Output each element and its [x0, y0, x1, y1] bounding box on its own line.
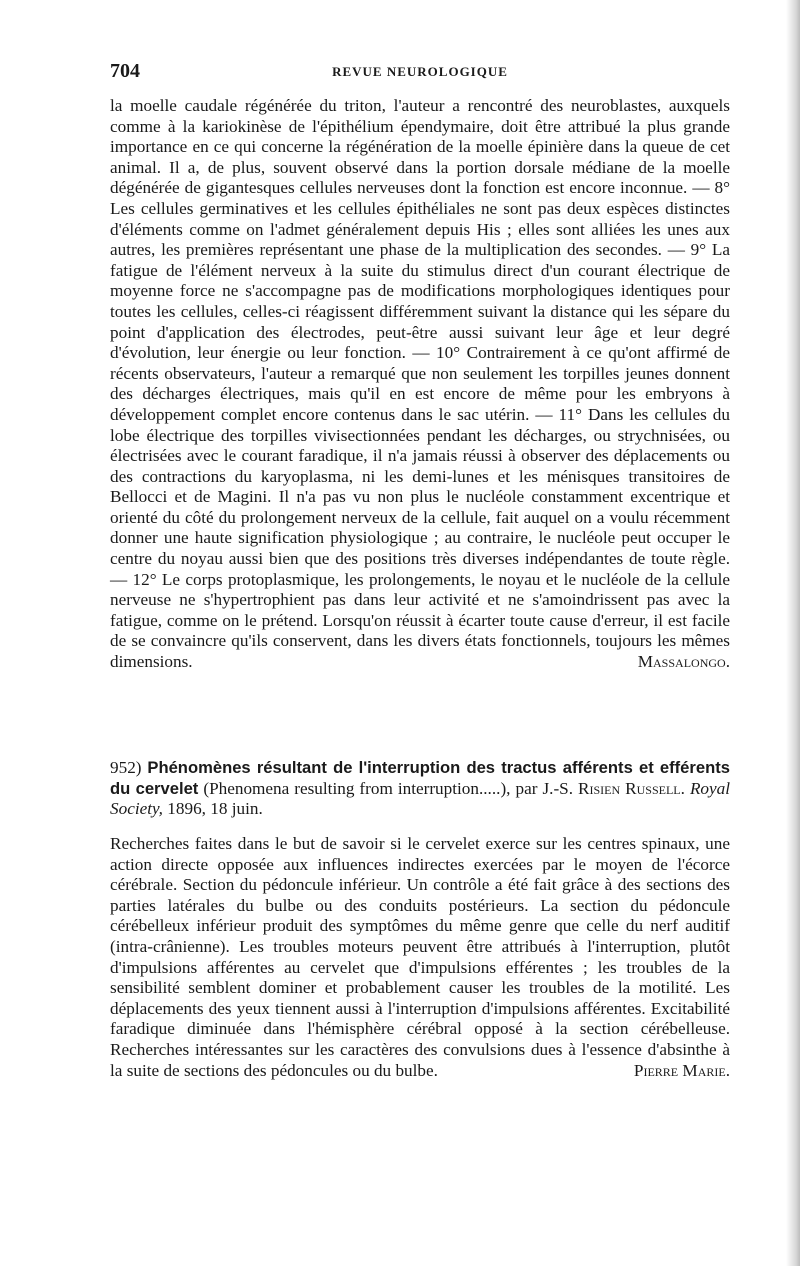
article-heading-text: [110, 758, 730, 820]
section-1-paragraph: [110, 96, 730, 673]
page-header: [110, 60, 730, 86]
article-number: 952): [110, 758, 142, 777]
article-date: 1896, 18 juin.: [167, 799, 263, 819]
article-journal: Royal Society,: [110, 778, 731, 819]
section-2-paragraph: [110, 834, 730, 1081]
section-2: [110, 834, 730, 1081]
article-heading: [110, 758, 730, 820]
page-edge-shadow: [786, 0, 800, 1266]
section-1-text: la moelle caudale régénérée du triton, l'auteur a rencontré des neuroblastes, auxquels comme à la kariokinèse de l'épithélium épendymaire, doit être attribué la plus grande importance en ce qui concerne la régénération de la moelle épinière dans la queue de cet animal. Il a, de plus, souvent observé dans la portion dorsale médiane de la moelle dégénérée de gigantesques cellules nerveuses dont la fonction est encore inconnue. — 8° Les cellules germinatives et les cellules épithéliales ne sont pas deux espèces distinctes d'éléments comme on l'admet généralement depuis His ; elles sont alliées les unes aux autres, les premières représentant une phase de la multiplication des secondes. — 9° La fatigue de l'élément nerveux à la suite du stimulus direct d'un courant électrique de moyenne force ne s'accompagne pas de modifications morphologiques identiques pour toutes les cellules, celles-ci réagissent différemment suivant la distance qui les sépare du point d'application des électrodes, peut-être aussi suivant leur âge et leur degré d'évolution, leur énergie ou leur fonction. — 10° Contrairement à ce qu'ont affirmé de récents observateurs, l'auteur a remarqué que non seulement les torpilles jeunes donnent des décharges électriques, mais qu'il en est encore de même pour les embryons à développement complet encore contenus dans le sac utérin. — 11° Dans les cellules du lobe électrique des torpilles vivisectionnées pendant les décharges, ou strychnisées, ou électrisées avec le courant faradique, il n'a jamais réussi à observer des déplacements ou des contractions du karyoplasma, ni les demi-lunes et les ménisques transitoires de Bellocci et de Magini. Il n'a pas vu non plus le nucléole constamment excentrique et orienté du côté du prolongement nerveux de la cellule, fait auquel on a voulu récemment donner une haute signification physiologique ; au contraire, le nucléole peut occuper le centre du noyau aussi bien que des positions très diverses indépendantes de toute règle. — 12° Le corps protoplasmique, les prolongements, le noyau et le nucléole de la cellule nerveuse ne s'hypertrophient pas dans leur activité et ne s'amoindrissent pas avec la fatigue, comme on le prétend. Lorsqu'on réussit à écarter toute cause d'erreur, il est facile de se convaincre qu'ils conservent, dans les divers états fonctionnels, toujours les mêmes dimensions.: [110, 96, 730, 672]
signature-pierre-marie: Pierre Marie.: [633, 1060, 730, 1080]
section-2-text: Recherches faites dans le but de savoir si le cervelet exerce sur les centres spinaux, une action directe opposée aux influences indirectes exercées par le moyen de l'écorce cérébrale. Section du pédoncule inférieur. Un contrôle a été fait grâce à des sections des parties latérales du bulbe ou des conduits postérieurs. La section du pédoncule cérébelleux inférieur produit des symptômes du même genre que celle du nerf auditif (intra-crânienne). Les troubles moteurs peuvent être attribués à l'interruption, plutôt d'impulsions afférentes au cervelet que d'impulsions efférentes ; les troubles de la sensibilité semblent dominer et probablement causer les troubles de la motilité. Les déplacements des yeux tiennent aussi à l'interruption d'impulsions afférentes. Excitabilité faradique diminuée dans l'hémisphère cérébral opposé à la section cérébelleuse. Recherches intéressantes sur les caractères des convulsions dues à l'essence d'absinthe à la suite de sections des pédoncules ou du bulbe.: [110, 834, 730, 1080]
article-author: J.-S. Risien Russell.: [542, 778, 685, 798]
signature-massalongo: Massalongo.: [637, 652, 730, 672]
section-1: [110, 96, 730, 673]
article-subtitle: (Phenomena resulting from interruption.....), par: [203, 778, 538, 798]
article-title: Phénomènes résultant de l'interruption des tractus afférents et efférents du cervelet: [110, 758, 730, 798]
running-title: REVUE NEUROLOGIQUE: [332, 64, 508, 79]
page-number: 704: [110, 60, 140, 82]
